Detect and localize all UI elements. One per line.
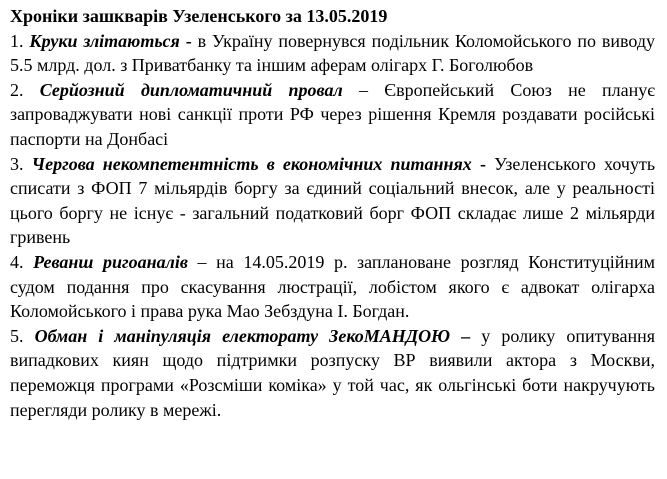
item-number: 1. xyxy=(10,30,24,51)
item-text: в Україну повернувся подільник Коломойського по виводу 5.5 млрд. дол. з Приватбанку та іншим аферам олігарх Г. Боголюбов xyxy=(10,30,655,76)
item-separator: – xyxy=(197,251,207,272)
news-item xyxy=(10,152,655,250)
news-item xyxy=(10,324,655,422)
item-headline: Круки злітаються xyxy=(29,30,180,51)
document xyxy=(10,4,655,422)
news-item xyxy=(10,78,655,152)
item-number: 5. xyxy=(10,325,24,346)
item-text: Узеленського хочуть списати з ФОП 7 мільярдів боргу за єдиний соціальний внесок, але у реальності цього боргу не існує - загальний податковий борг ФОП складає лише 2 мільярди гривень xyxy=(10,153,656,248)
item-headline: Чергова некомпетентність в економічних питаннях xyxy=(31,153,472,174)
item-separator: – xyxy=(358,79,368,100)
news-item xyxy=(10,29,655,78)
item-text: у ролику опитування випадкових киян щодо підтримки розпуску ВР виявили актора з Москви, переможця програми «Розсміши коміка» у той час, як ольгінські боти накручують перегляди ролику в мережі. xyxy=(10,325,656,420)
item-number: 3. xyxy=(10,153,24,174)
item-text: Європейський Союз не планує запроваджувати нові санкції проти РФ через рішення Кремля роздавати російські паспорти на Донбасі xyxy=(10,79,656,149)
news-item xyxy=(10,250,655,324)
item-text: на 14.05.2019 р. заплановане розгляд Конституційним судом подання про скасування люстрації, лобістом якого є адвокат олігарха Коломойського і права рука Мао Зебздуна І. Богдан. xyxy=(10,251,656,322)
item-separator: – xyxy=(461,325,471,346)
item-separator: - xyxy=(185,30,192,51)
item-separator: - xyxy=(479,153,486,174)
item-number: 4. xyxy=(10,251,24,272)
item-headline: Обман і маніпуляція електорату ЗекоМАНДОЮ xyxy=(34,325,451,346)
document-title: Хроніки зашкварів Узеленського за 13.05.2019 xyxy=(10,6,388,26)
item-number: 2. xyxy=(10,79,24,100)
item-headline: Серйозний дипломатичний провал xyxy=(39,79,343,100)
item-headline: Реванш ригоаналів xyxy=(33,251,188,272)
